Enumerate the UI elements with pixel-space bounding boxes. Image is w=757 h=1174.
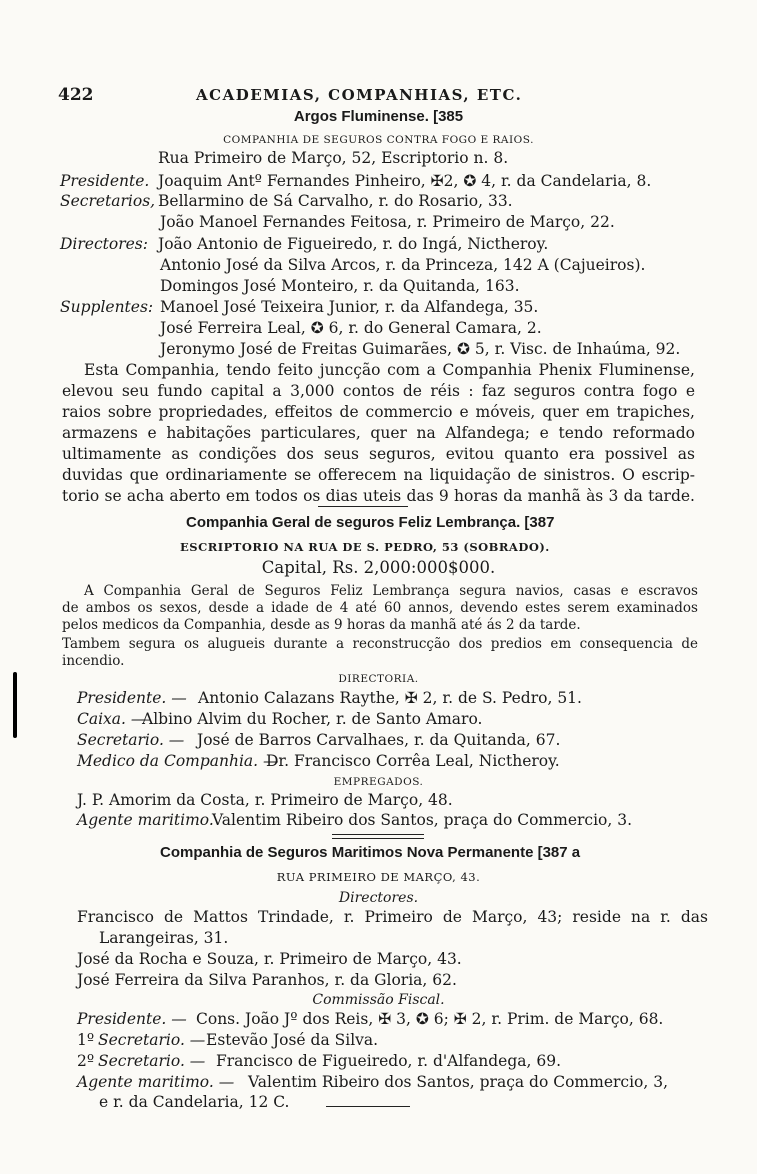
argos-directores-label: Directores: (60, 235, 148, 253)
argos-director-2: Antonio José da Silva Arcos, r. da Princeza, 142 A (Cajueiros). (160, 256, 646, 274)
argos-title: Argos Fluminense. [385 (293, 108, 464, 125)
feliz-empregado-1: J. P. Amorim da Costa, r. Primeiro de Março, 48. (77, 791, 453, 809)
argos-presidente-label: Presidente. (60, 172, 150, 190)
argos-subtitle: COMPANHIA DE SEGUROS CONTRA FOGO E RAIOS. (223, 134, 534, 146)
argos-para-line: armazens e habitações particulares, quer na Alfandega; e tendo reformado (62, 424, 695, 442)
feliz-agente-label: Agente maritimo. (77, 811, 214, 829)
argos-secretario-2: João Manoel Fernandes Feitosa, r. Primeiro de Março, 22. (160, 213, 615, 231)
argos-para-line: elevou seu fundo capital a 3,000 contos de réis : faz seguros contra fogo e (62, 382, 695, 400)
feliz-secretario-label: Secretario. — (77, 731, 185, 749)
nova-agente-b: e r. da Candelaria, 12 C. (99, 1093, 290, 1111)
feliz-para1-line: pelos medicos da Companhia, desde as 9 horas da manhã até ás 2 da tarde. (62, 617, 581, 633)
end-rule (326, 1106, 410, 1107)
feliz-presidente: Antonio Calazans Raythe, ✠ 2, r. de S. Pedro, 51. (198, 689, 582, 707)
argos-para-line: Esta Companhia, tendo feito juncção com a Companhia Phenix Fluminense, (84, 361, 695, 379)
nova-directores-heading: Directores. (338, 890, 419, 906)
nova-sec1-num: 1º (77, 1031, 95, 1049)
argos-secretarios-label: Secretarios, (60, 192, 156, 210)
argos-director-1: João Antonio de Figueiredo, r. do Ingá, Nictheroy. (158, 235, 549, 253)
feliz-title: Companhia Geral de seguros Feliz Lembrança. [387 (186, 514, 555, 531)
nova-director-1b: Larangeiras, 31. (99, 929, 229, 947)
feliz-para2-line: incendio. (62, 653, 125, 669)
argos-supplente-2: José Ferreira Leal, ✪ 6, r. do General Camara, 2. (160, 319, 542, 337)
argos-presidente: Joaquim Antº Fernandes Pinheiro, ✠2, ✪ 4, r. da Candelaria, 8. (158, 172, 652, 190)
feliz-agente: Valentim Ribeiro dos Santos, praça do Commercio, 3. (212, 811, 633, 829)
argos-secretario-1: Bellarmino de Sá Carvalho, r. do Rosario, 33. (158, 192, 513, 210)
feliz-para2-line: Tambem segura os alugueis durante a reconstrucção dos predios em consequencia de (62, 636, 698, 652)
feliz-directoria-heading: DIRECTORIA. (338, 673, 419, 685)
nova-agente-a: Valentim Ribeiro dos Santos, praça do Commercio, 3, (248, 1073, 669, 1091)
nova-address: RUA PRIMEIRO DE MARÇO, 43. (276, 870, 481, 884)
feliz-secretario: José de Barros Carvalhaes, r. da Quitanda, 67. (197, 731, 561, 749)
nova-presidente: Cons. João Jº dos Reis, ✠ 3, ✪ 6; ✠ 2, r. Prim. de Março, 68. (196, 1010, 664, 1028)
argos-para-line: duvidas que ordinariamente se offerecem na liquidação de sinistros. O escrip- (62, 466, 695, 484)
nova-presidente-label: Presidente. — (77, 1010, 187, 1028)
nova-sec2-label: Secretario. — (98, 1052, 206, 1070)
nova-sec1-label: Secretario. — (98, 1031, 206, 1049)
feliz-para1-line: A Companhia Geral de Seguros Feliz Lembrança segura navios, casas e escravos (84, 583, 698, 599)
feliz-address: ESCRIPTORIO NA RUA DE S. PEDRO, 53 (SOBRADO). (180, 540, 550, 554)
argos-director-3: Domingos José Monteiro, r. da Quitanda, 163. (160, 277, 520, 295)
nova-title: Companhia de Seguros Maritimos Nova Permanente [387 a (160, 844, 581, 861)
argos-para-line: ultimamente as condições dos seus seguros, evitou quanto era possivel as (62, 445, 695, 463)
feliz-caixa-label: Caixa. — (77, 710, 147, 728)
section-divider-double (332, 834, 424, 839)
nova-sec2: Francisco de Figueiredo, r. d'Alfandega, 69. (216, 1052, 561, 1070)
running-head: ACADEMIAS, COMPANHIAS, ETC. (196, 86, 523, 104)
argos-supplentes-label: Supplentes: (60, 298, 154, 316)
nova-sec2-num: 2º (77, 1052, 95, 1070)
page-number: 422 (58, 85, 94, 105)
nova-sec1: Estevão José da Silva. (206, 1031, 379, 1049)
feliz-para1-line: de ambos os sexos, desde a idade de 4 até 60 annos, devendo estes serem examinados (62, 600, 698, 616)
section-divider (318, 506, 408, 507)
argos-supplente-1: Manoel José Teixeira Junior, r. da Alfandega, 35. (160, 298, 539, 316)
argos-address: Rua Primeiro de Março, 52, Escriptorio n. 8. (158, 149, 509, 167)
nova-director-2: José da Rocha e Souza, r. Primeiro de Março, 43. (77, 950, 462, 968)
argos-supplente-3: Jeronymo José de Freitas Guimarães, ✪ 5, r. Visc. de Inhaúma, 92. (160, 340, 681, 358)
argos-para-line: raios sobre propriedades, effeitos de commercio e móveis, quer em trapiches, (62, 403, 695, 421)
argos-para-line: torio se acha aberto em todos os dias uteis das 9 horas da manhã às 3 da tarde. (62, 487, 695, 505)
nova-agente-label: Agente maritimo. — (77, 1073, 235, 1091)
nova-director-3: José Ferreira da Silva Paranhos, r. da Gloria, 62. (77, 971, 457, 989)
feliz-empregados-heading: EMPREGADOS. (333, 776, 424, 788)
feliz-medico: Dr. Francisco Corrêa Leal, Nictheroy. (266, 752, 560, 770)
nova-director-1a: Francisco de Mattos Trindade, r. Primeiro de Março, 43; reside na r. das (77, 908, 708, 926)
feliz-medico-label: Medico da Companhia. — (77, 752, 279, 770)
margin-mark (13, 672, 17, 738)
nova-commissao-heading: Commissão Fiscal. (312, 992, 445, 1008)
feliz-capital: Capital, Rs. 2,000:000$000. (261, 558, 496, 577)
feliz-presidente-label: Presidente. — (77, 689, 187, 707)
feliz-caixa: Albino Alvim du Rocher, r. de Santo Amaro. (142, 710, 483, 728)
